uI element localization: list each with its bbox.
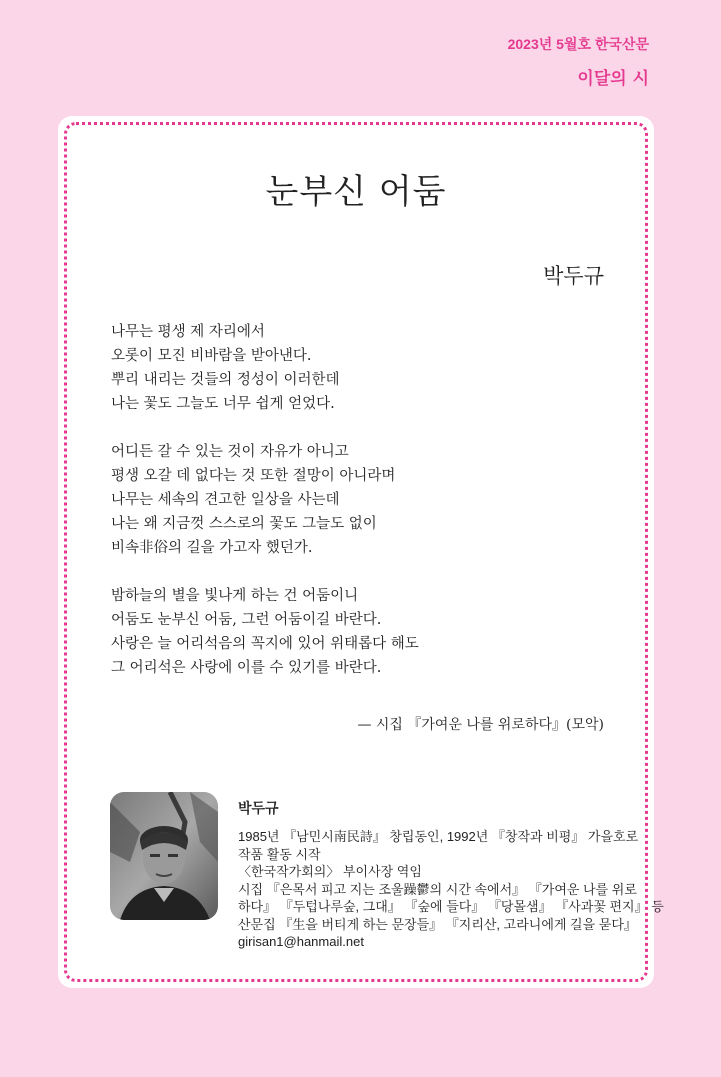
poem-line: 그 어리석은 사랑에 이를 수 있기를 바란다. [111, 660, 382, 676]
stanza-3 [111, 584, 611, 680]
poem-line: 나무는 세속의 견고한 일상을 사는데 [111, 492, 340, 508]
bio-line: 〈한국작가회의〉 부이사장 역임 [238, 864, 422, 879]
bio-line: 시집 『은목서 피고 지는 조울躁鬱의 시간 속에서』 『가여운 나를 위로 [238, 881, 637, 897]
poem-line: 어둠도 눈부신 어둠, 그런 어둠이길 바란다. [111, 612, 382, 628]
poem-line: 밤하늘의 별을 빛나게 하는 건 어둠이니 [111, 588, 359, 604]
poem-body [111, 320, 611, 704]
stanza-1 [111, 320, 611, 416]
author-photo [110, 792, 218, 920]
poem-author: 박두규 [543, 264, 604, 288]
poem-line: 나무는 평생 제 자리에서 [111, 324, 265, 340]
section-title: 이달의 시 [577, 69, 649, 89]
stanza-2 [111, 440, 611, 560]
author-email[interactable]: girisan1@hanmail.net [238, 934, 364, 949]
poem-line: 뿌리 내리는 것들의 정성이 이러한데 [111, 372, 340, 388]
bio-name: 박두규 [238, 800, 279, 816]
page-header [508, 34, 649, 89]
poem-line: 사랑은 늘 어리석음의 꼭지에 있어 위태롭다 해도 [111, 636, 419, 652]
bio-line: 산문집 『生을 버티게 하는 문장들』 『지리산, 고라니에게 길을 묻다』 [238, 916, 637, 932]
poem-line: 어디든 갈 수 있는 것이 자유가 아니고 [111, 444, 349, 460]
issue-label: 2023년 5월호 한국산문 [507, 36, 649, 52]
author-portrait-image [110, 792, 218, 920]
poem-line: 비속非俗의 길을 가고자 했던가. [111, 540, 313, 556]
poem-source: — 시집 『가여운 나를 위로하다』(모악) [357, 717, 604, 733]
poem-title: 눈부신 어둠 [265, 172, 447, 212]
poem-line: 오롯이 모진 비바람을 받아낸다. [111, 348, 312, 364]
poem-line: 나는 꽃도 그늘도 너무 쉽게 얻었다. [111, 396, 335, 412]
poem-card [58, 116, 664, 988]
poem-line: 나는 왜 지금껏 스스로의 꽃도 그늘도 없이 [111, 516, 377, 532]
bio-line: 작품 활동 시작 [238, 846, 321, 862]
bio-line: 1985년 『남민시南民詩』 창립동인, 1992년 『창작과 비평』 가을호로 [238, 829, 639, 844]
bio-line: 하다』 『두텁나루숲, 그대』 『숲에 들다』 『당몰샘』 『사과꽃 편지』 등 [238, 899, 664, 914]
author-bio [238, 798, 664, 951]
poem-line: 평생 오갈 데 없다는 것 또한 절망이 아니라며 [111, 468, 396, 484]
